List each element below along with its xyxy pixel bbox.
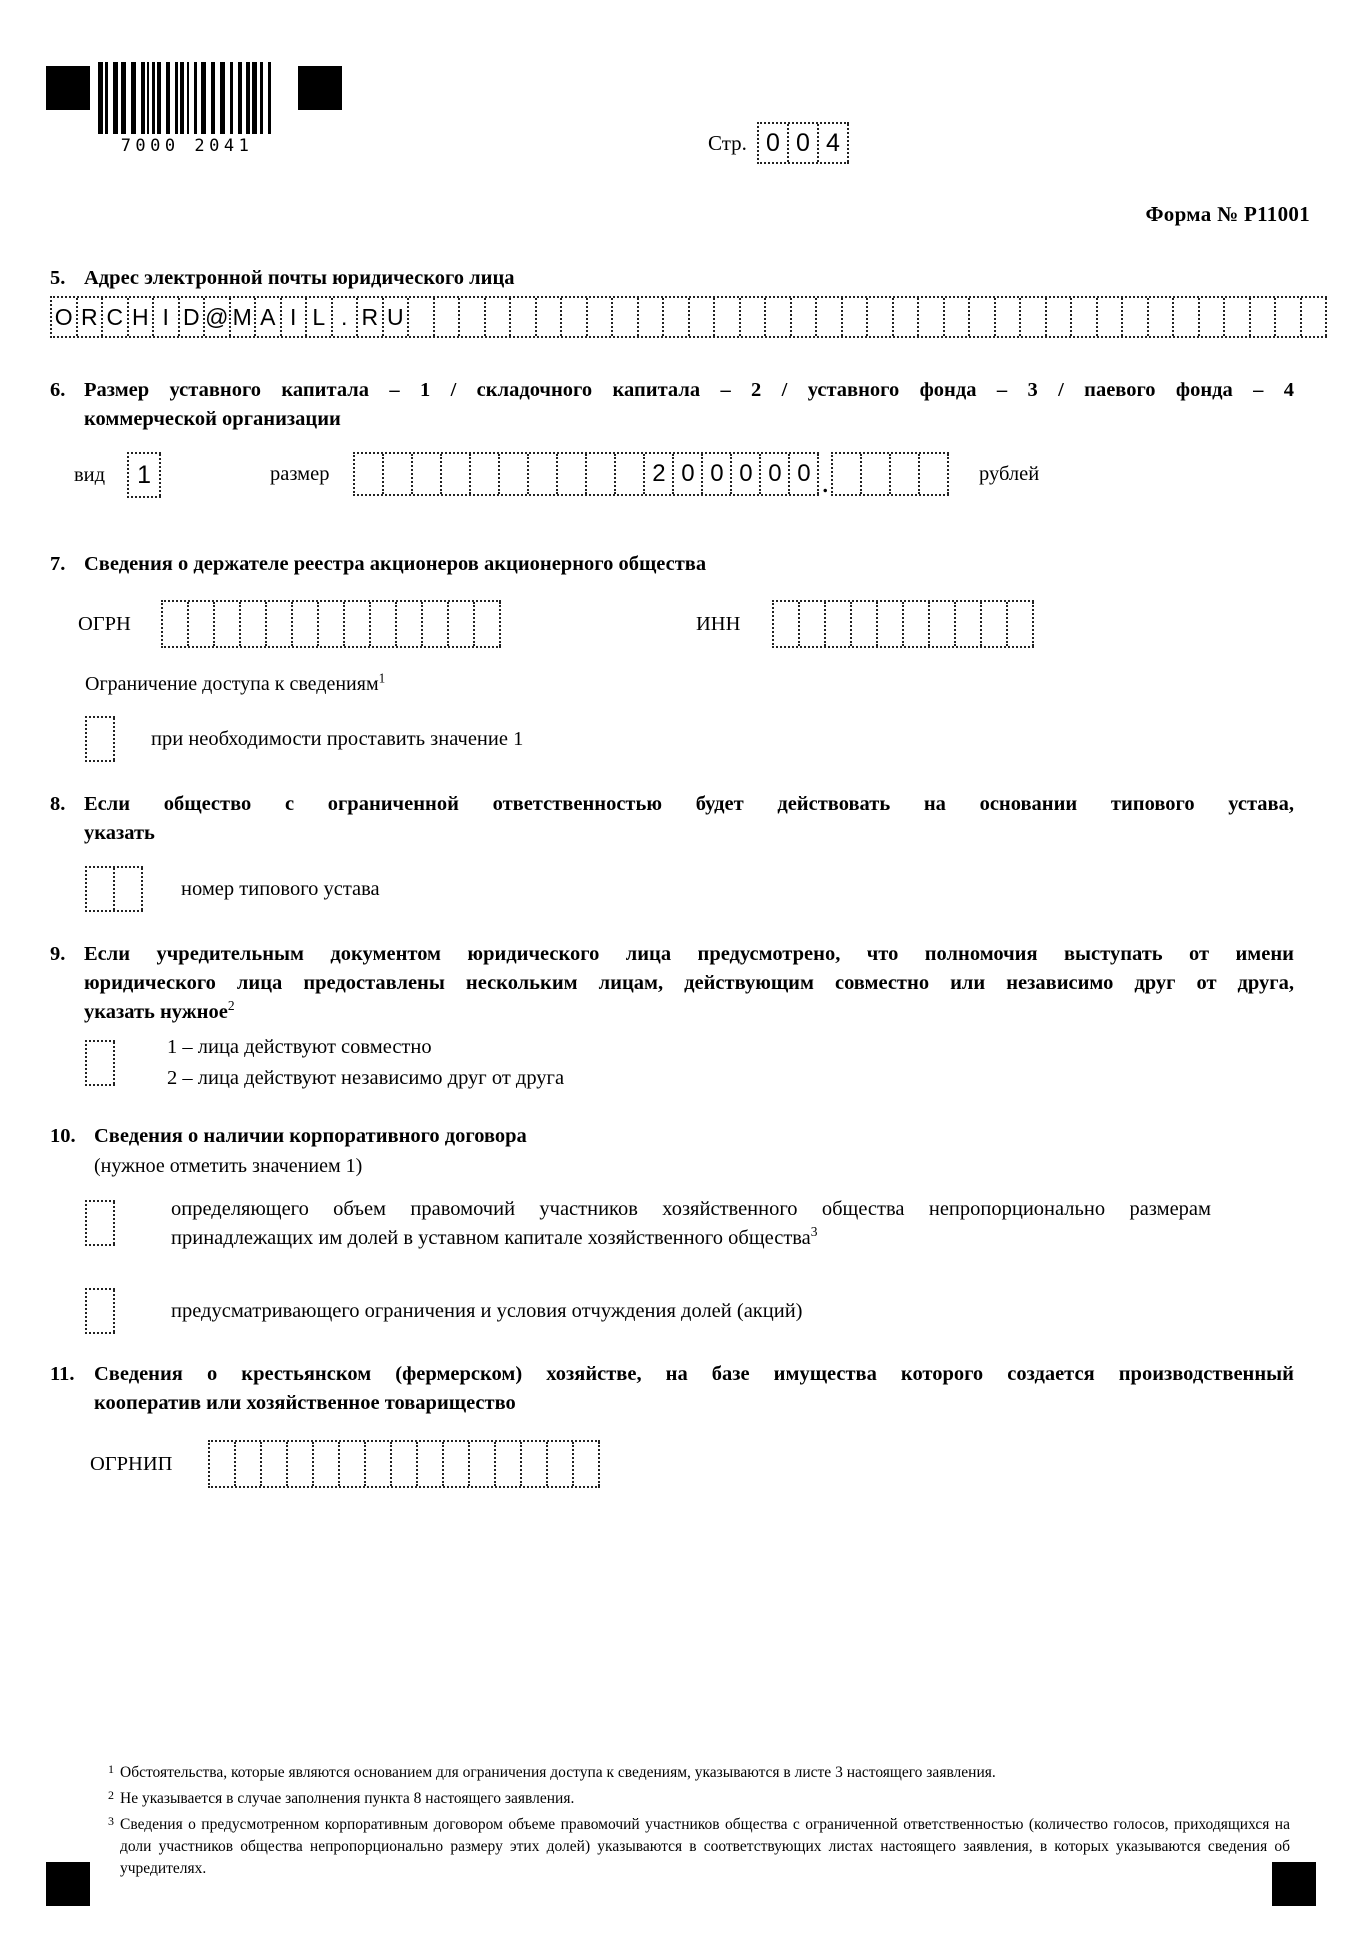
form-cell[interactable]: R [358, 298, 384, 336]
section-9-title-line1: Если учредительным документом юридического лица предусмотрено, что полномочия выступать от имени [84, 943, 1294, 965]
form-cell[interactable]: 0 [732, 454, 761, 494]
currency-label: рублей [978, 462, 1040, 485]
form-cell[interactable] [87, 718, 115, 760]
page-number-group [708, 122, 849, 164]
form-cell[interactable] [639, 298, 665, 336]
joint-action-option-1: 1 – лица действуют совместно [167, 1036, 432, 1058]
barcode-bar [271, 62, 276, 134]
form-cell[interactable] [215, 602, 241, 646]
footnote-text: Сведения о предусмотренном корпоративным договором объеме правомочий участников общества с ограниченной ответственностью (количество голосов, приходящихся на доли участников общества непропорционально размеру этих долей) указываются в соответствующих листах настоящего заявления, в которых указываются сведения об учредителях. [120, 1816, 1290, 1877]
section-9-title-line3-text: указать нужное [84, 1001, 228, 1024]
corporate-agreement-footnote-ref: 3 [810, 1224, 818, 1240]
form-cell[interactable]: A [256, 298, 282, 336]
capital-amount-integer-cells[interactable] [353, 452, 819, 496]
section-5-title: Адрес электронной почты юридического лица [84, 267, 515, 289]
capital-type-group [74, 452, 161, 498]
form-cell[interactable] [267, 602, 293, 646]
form-cell[interactable] [314, 1442, 340, 1486]
form-cell[interactable] [868, 298, 894, 336]
form-cell[interactable] [878, 602, 904, 646]
form-cell[interactable] [843, 298, 869, 336]
form-cell[interactable] [163, 602, 189, 646]
registrar-ogrn-group [78, 600, 501, 648]
footnote [108, 1788, 1290, 1810]
section-11-title-line2: кооператив или хозяйственное товарищество [94, 1392, 516, 1415]
form-cell[interactable] [826, 602, 852, 646]
form-cell[interactable] [1225, 298, 1251, 336]
form-cell[interactable] [1123, 298, 1149, 336]
form-cell[interactable] [340, 1442, 366, 1486]
section-11-title-line1: Сведения о крестьянском (фермерском) хозяйстве, на базе имущества которого создается производственный [94, 1363, 1294, 1385]
email-cells[interactable] [50, 296, 1327, 338]
form-cell[interactable] [366, 1442, 392, 1486]
form-cell[interactable] [442, 454, 471, 494]
form-cell[interactable] [970, 298, 996, 336]
form-cell[interactable] [1021, 298, 1047, 336]
page-number-cells[interactable] [757, 122, 849, 164]
form-cell[interactable] [930, 602, 956, 646]
form-cell[interactable] [548, 1442, 574, 1486]
form-cell[interactable]: R [78, 298, 104, 336]
form-cell[interactable] [715, 298, 741, 336]
form-cell[interactable] [1047, 298, 1073, 336]
form-cell[interactable] [355, 454, 384, 494]
form-cell[interactable] [945, 298, 971, 336]
form-cell[interactable]: 0 [761, 454, 790, 494]
footnote-marker: 1 [108, 1762, 114, 1776]
form-cell[interactable] [587, 454, 616, 494]
registration-mark-top-left [46, 66, 90, 110]
section-10-title: Сведения о наличии корпоративного договора [94, 1125, 527, 1147]
typical-charter-cells[interactable] [85, 866, 143, 912]
joint-action-cells[interactable] [85, 1040, 115, 1086]
corporate-agreement-item-1-line2-text: принадлежащих им долей в уставном капитале хозяйственного общества [171, 1227, 811, 1249]
form-cell[interactable] [471, 454, 500, 494]
form-cell[interactable] [996, 298, 1022, 336]
section-7-title: Сведения о держателе реестра акционеров акционерного общества [84, 553, 707, 575]
form-cell[interactable] [690, 298, 716, 336]
form-cell[interactable] [87, 1202, 115, 1244]
form-cell[interactable] [319, 602, 345, 646]
form-cell[interactable] [774, 602, 800, 646]
ogrn-cells[interactable] [161, 600, 501, 648]
form-cell[interactable] [423, 602, 449, 646]
form-cell[interactable] [529, 454, 558, 494]
form-cell[interactable] [741, 298, 767, 336]
form-cell[interactable] [766, 298, 792, 336]
typical-charter-group [85, 866, 380, 912]
form-cell[interactable] [460, 298, 486, 336]
footnotes [108, 1762, 1290, 1884]
form-cell[interactable] [1098, 298, 1124, 336]
form-cell[interactable] [894, 298, 920, 336]
form-cell[interactable]: U [384, 298, 410, 336]
form-cell[interactable] [558, 454, 587, 494]
section-9-heading [50, 940, 1294, 1027]
form-cell[interactable] [115, 868, 143, 910]
form-cell[interactable] [616, 454, 645, 494]
form-cell[interactable] [956, 602, 982, 646]
form-cell[interactable] [288, 1442, 314, 1486]
form-cell[interactable] [293, 602, 319, 646]
form-cell[interactable] [345, 602, 371, 646]
registration-mark-top-right [298, 66, 342, 110]
form-cell[interactable] [664, 298, 690, 336]
ogrnip-cells[interactable] [208, 1440, 600, 1488]
section-10-heading [50, 1122, 1280, 1151]
form-cell[interactable] [891, 454, 920, 494]
form-cell[interactable] [522, 1442, 548, 1486]
form-cell[interactable] [588, 298, 614, 336]
capital-amount-fraction-cells[interactable] [831, 452, 949, 496]
form-cell[interactable]: I [154, 298, 180, 336]
form-cell[interactable]: H [129, 298, 155, 336]
form-cell[interactable] [470, 1442, 496, 1486]
typical-charter-hint: номер типового устава [181, 877, 380, 900]
capital-amount-group [270, 452, 1040, 499]
form-cell[interactable] [613, 298, 639, 336]
form-cell[interactable] [920, 454, 949, 494]
registration-mark-bottom-left [46, 1862, 90, 1906]
access-restriction-group [85, 716, 523, 762]
form-cell[interactable] [236, 1442, 262, 1486]
form-cell[interactable] [397, 602, 423, 646]
joint-action-option-2: 2 – лица действуют независимо друг от друга [167, 1067, 565, 1089]
section-9-title-line2: юридического лица предоставлены нескольким лицам, действующим совместно или независимо друг от друга, [84, 972, 1294, 995]
corporate-agreement-item-1-line2 [171, 1224, 1211, 1250]
section-5-heading [50, 264, 1280, 293]
section-8-title-line2: указать [84, 822, 155, 845]
form-cell[interactable] [262, 1442, 288, 1486]
corporate-agreement-item-1-line1: определяющего объем правомочий участников хозяйственного общества непропорционально размерам [171, 1198, 1211, 1220]
barcode-digits: 7000 2041 [120, 136, 254, 156]
form-cell[interactable] [435, 298, 461, 336]
section-10-number: 10. [50, 1125, 76, 1147]
section-11-number: 11. [50, 1363, 75, 1385]
section-6-title-line1: Размер уставного капитала – 1 / складочного капитала – 2 / уставного фонда – 3 / паевого фонда – 4 [84, 379, 1294, 401]
form-cell[interactable] [87, 1290, 115, 1332]
section-9-title-line3 [84, 998, 1294, 1027]
access-restriction-hint: при необходимости проставить значение 1 [151, 727, 524, 750]
form-cell[interactable]: 0 [703, 454, 732, 494]
access-restriction-footnote-ref: 1 [378, 670, 386, 686]
form-cell[interactable] [862, 454, 891, 494]
ogrnip-group [90, 1440, 600, 1488]
ogrn-label: ОГРН [78, 612, 131, 635]
section-11-heading [50, 1360, 1294, 1418]
form-cell[interactable] [384, 454, 413, 494]
form-cell[interactable] [486, 298, 512, 336]
section-6-title-line2: коммерческой организации [84, 408, 341, 431]
form-cell[interactable] [444, 1442, 470, 1486]
form-cell[interactable] [562, 298, 588, 336]
barcode-bars [98, 62, 276, 134]
form-cell[interactable] [1072, 298, 1098, 336]
inn-cells[interactable] [772, 600, 1034, 648]
section-8-number: 8. [50, 793, 66, 815]
form-cell[interactable]: O [52, 298, 78, 336]
form-cell[interactable] [392, 1442, 418, 1486]
barcode [98, 62, 276, 156]
capital-amount-label: размер [270, 462, 330, 485]
corporate-agreement-item-2-cells[interactable] [85, 1288, 115, 1334]
section-10-subtitle: (нужное отметить значением 1) [94, 1155, 363, 1177]
form-cell[interactable] [982, 602, 1008, 646]
form-cell[interactable] [500, 454, 529, 494]
corporate-agreement-item-2 [85, 1288, 803, 1334]
form-cell[interactable] [537, 298, 563, 336]
form-cell[interactable] [1251, 298, 1277, 336]
email-field[interactable] [50, 296, 1327, 338]
form-cell[interactable]: M [231, 298, 257, 336]
access-restriction-text: Ограничение доступа к сведениям [85, 673, 379, 695]
form-cell[interactable] [511, 298, 537, 336]
page-number-label: Стр. [708, 130, 747, 155]
footnote [108, 1762, 1290, 1784]
form-cell[interactable] [852, 602, 878, 646]
corporate-agreement-item-1 [85, 1198, 1295, 1250]
form-cell[interactable]: D [180, 298, 206, 336]
form-cell[interactable] [241, 602, 267, 646]
form-cell[interactable] [1200, 298, 1226, 336]
footnote-text: Не указывается в случае заполнения пункта 8 настоящего заявления. [120, 1790, 575, 1807]
section-9-footnote-ref: 2 [227, 998, 235, 1014]
form-cell[interactable] [409, 298, 435, 336]
form-cell[interactable] [833, 454, 862, 494]
form-cell[interactable]: L [307, 298, 333, 336]
form-cell[interactable] [1008, 602, 1034, 646]
decimal-separator: . [821, 466, 829, 499]
form-cell[interactable]: . [333, 298, 359, 336]
footnote-marker: 3 [108, 1814, 114, 1828]
form-cell[interactable] [800, 602, 826, 646]
form-cell[interactable] [1302, 298, 1328, 336]
form-cell[interactable] [817, 298, 843, 336]
registrar-inn-group [696, 600, 1034, 648]
form-number: Форма № Р11001 [1145, 202, 1310, 226]
form-cell[interactable]: 1 [129, 454, 161, 496]
form-cell[interactable] [413, 454, 442, 494]
joint-action-group [85, 1036, 564, 1090]
form-cell[interactable]: 0 [759, 124, 789, 162]
section-7-number: 7. [50, 553, 66, 575]
section-8-title-line1: Если общество с ограниченной ответственностью будет действовать на основании типового устава, [84, 793, 1294, 815]
section-5-number: 5. [50, 267, 66, 289]
form-cell[interactable] [210, 1442, 236, 1486]
form-cell[interactable] [475, 602, 501, 646]
section-6-number: 6. [50, 379, 66, 401]
form-cell[interactable]: @ [205, 298, 231, 336]
access-restriction-cells[interactable] [85, 716, 115, 762]
inn-label: ИНН [696, 612, 741, 635]
form-cell[interactable] [496, 1442, 522, 1486]
section-7-heading [50, 550, 1280, 579]
form-cell[interactable] [1276, 298, 1302, 336]
form-cell[interactable] [87, 868, 115, 910]
form-cell[interactable]: 0 [790, 454, 819, 494]
form-cell[interactable]: I [282, 298, 308, 336]
capital-type-cells[interactable] [127, 452, 161, 498]
form-cell[interactable] [371, 602, 397, 646]
corporate-agreement-item-2-text: предусматривающего ограничения и условия отчуждения долей (акций) [171, 1299, 803, 1322]
corporate-agreement-item-1-cells[interactable] [85, 1200, 115, 1246]
form-cell[interactable] [792, 298, 818, 336]
form-cell[interactable] [87, 1042, 115, 1084]
footnote-text: Обстоятельства, которые являются основанием для ограничения доступа к сведениям, указываются в листе 3 настоящего заявления. [120, 1764, 996, 1781]
capital-type-label: вид [74, 463, 106, 486]
access-restriction-label [85, 670, 385, 699]
form-cell[interactable] [1149, 298, 1175, 336]
section-8-heading [50, 790, 1294, 848]
form-cell[interactable] [919, 298, 945, 336]
form-cell[interactable]: 0 [674, 454, 703, 494]
form-cell[interactable] [418, 1442, 444, 1486]
ogrnip-label: ОГРНИП [90, 1452, 173, 1475]
form-cell[interactable] [574, 1442, 600, 1486]
form-cell[interactable]: C [103, 298, 129, 336]
form-cell[interactable]: 0 [789, 124, 819, 162]
form-cell[interactable] [449, 602, 475, 646]
form-cell[interactable]: 4 [819, 124, 849, 162]
footnote-marker: 2 [108, 1788, 114, 1802]
form-cell[interactable] [189, 602, 215, 646]
section-9-number: 9. [50, 943, 66, 965]
form-cell[interactable] [904, 602, 930, 646]
form-cell[interactable]: 2 [645, 454, 674, 494]
form-cell[interactable] [1174, 298, 1200, 336]
footnote [108, 1814, 1290, 1880]
section-6-heading [50, 376, 1294, 434]
